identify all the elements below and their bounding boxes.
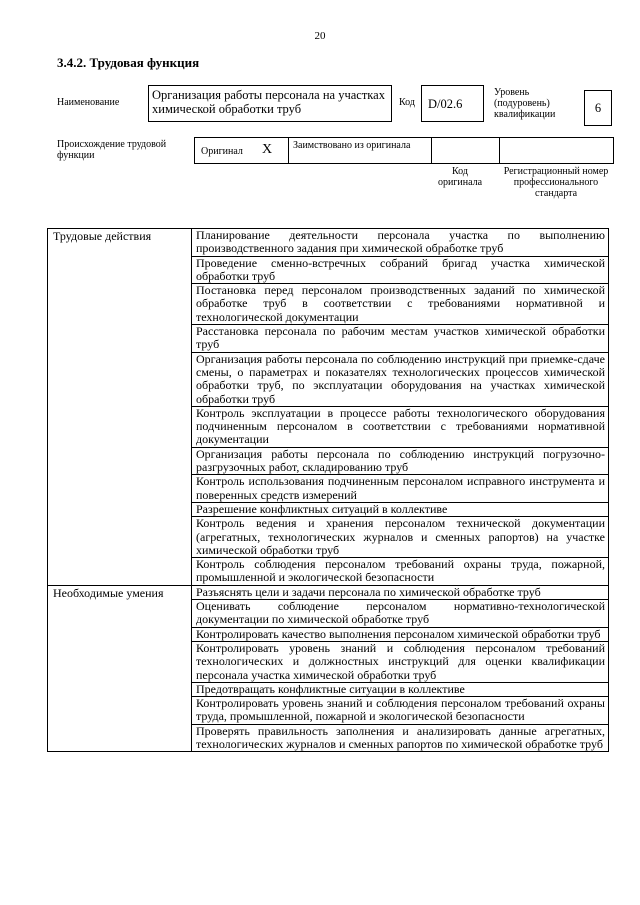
divider	[499, 138, 500, 163]
original-label: Оригинал	[201, 146, 243, 157]
table-cell: Контролировать уровень знаний и соблюдения персоналом требований охраны труда, промышленной, пожарной и экологической безопасности	[192, 697, 609, 725]
function-name-box: Организация работы персонала на участках химической обработки труб	[148, 85, 392, 122]
labor-function-table	[47, 228, 609, 752]
borrowed-label: Заимствовано из оригинала	[293, 140, 411, 151]
page-number: 20	[314, 30, 326, 42]
table-row	[48, 585, 609, 599]
table-cell: Предотвращать конфликтные ситуации в коллективе	[192, 682, 609, 696]
table-cell: Постановка перед персоналом производственных заданий по химической обработке труб в соответствии с требованиями нормативной и технологической документации	[192, 284, 609, 325]
divider	[288, 138, 289, 163]
table-cell: Контроль соблюдения персоналом требований охраны труда, пожарной, промышленной и экологической безопасности	[192, 558, 609, 586]
code-box: D/02.6	[421, 85, 484, 122]
table-cell: Расстановка персонала по рабочим местам участков химической обработки труб	[192, 325, 609, 353]
reg-number-caption: Регистрационный номер профессионального стандарта	[503, 166, 609, 199]
table-cell: Организация работы персонала по соблюдению инструкций при приемке-сдаче смены, о параметрах и показателях технологических процессов химической обработки труб, по эксплуатации оборудования на участках химической обработки труб	[192, 352, 609, 406]
table-cell: Организация работы персонала по соблюдению инструкций погрузочно-разгрузочных работ, складированию труб	[192, 447, 609, 475]
code-original-caption: Код оригинала	[437, 166, 483, 188]
table-cell: Контролировать уровень знаний и соблюдения персоналом требований технологических и должностных инструкций для оценки квалификации персонала участка химической обработки труб	[192, 641, 609, 682]
level-box: 6	[584, 90, 612, 126]
table-cell: Разрешение конфликтных ситуаций в коллективе	[192, 502, 609, 516]
table-cell: Разъяснять цели и задачи персонала по химической обработке труб	[192, 585, 609, 599]
code-label: Код	[399, 97, 415, 108]
table-cell: Контролировать качество выполнения персоналом химической обработки труб	[192, 627, 609, 641]
origin-box	[194, 137, 614, 164]
table-cell: Контроль ведения и хранения персоналом технической документации (агрегатных, технологических журналов и сменных рапортов) на участке химической обработки труб	[192, 517, 609, 558]
section-title: 3.4.2. Трудовая функция	[57, 55, 200, 70]
section-category: Необходимые умения	[48, 585, 192, 752]
table-cell: Контроль эксплуатации в процессе работы технологического оборудования подчиненным персоналом в соответствии с требованиями нормативной документации	[192, 406, 609, 447]
origin-label: Происхождение трудовой функции	[57, 139, 167, 161]
section-category: Трудовые действия	[48, 229, 192, 586]
name-label: Наименование	[57, 97, 120, 108]
level-label: Уровень (подуровень) квалификации	[494, 87, 556, 120]
divider	[431, 138, 432, 163]
table-cell: Проведение сменно-встречных собраний бригад участка химической обработки труб	[192, 256, 609, 284]
table-row	[48, 229, 609, 257]
table-cell: Контроль использования подчиненным персоналом исправного инструмента и поверенных средств измерений	[192, 475, 609, 503]
table-cell: Оценивать соблюдение персоналом нормативно-технологической документации по химической обработке труб	[192, 600, 609, 628]
original-mark: X	[262, 142, 273, 157]
table-cell: Проверять правильность заполнения и анализировать данные агрегатных, технологических журналов и сменных рапортов по химической обработке труб	[192, 724, 609, 752]
table-cell: Планирование деятельности персонала участка по выполнению производственного задания при химической обработке труб	[192, 229, 609, 257]
